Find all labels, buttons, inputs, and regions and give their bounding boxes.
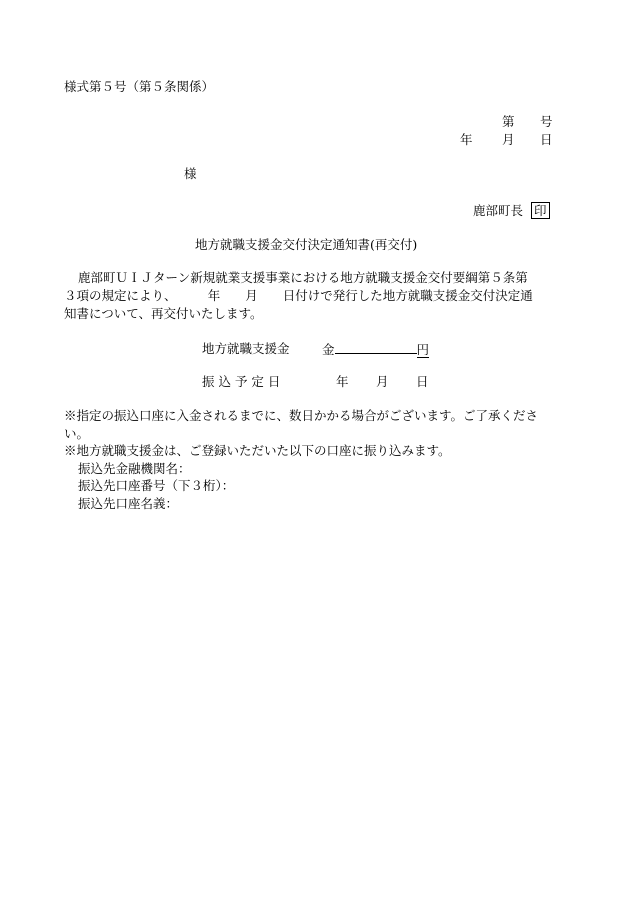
seal-mark: 印 xyxy=(531,202,550,219)
amount-field xyxy=(322,341,429,358)
addressee-suffix: 様 xyxy=(184,166,197,181)
doc-number-dai: 第 xyxy=(502,114,515,129)
account-holder-field: 振込先口座名義： xyxy=(78,496,179,511)
account-number-field: 振込先口座番号（下３桁）： xyxy=(78,478,235,493)
doc-number-go: 号 xyxy=(540,114,553,129)
date-month: 月 xyxy=(502,132,515,147)
note-2: ※地方就職支援金は、ご登録いただいた以下の口座に振り込みます。 xyxy=(64,443,451,458)
issuer-title: 鹿部町長 xyxy=(473,203,524,218)
amount-prefix: 金 xyxy=(322,342,335,357)
body-line-3: 知書について、再交付いたします。 xyxy=(64,306,263,321)
transfer-date-day: 日 xyxy=(416,374,429,389)
amount-blank xyxy=(335,341,417,354)
note-1-line-1: ※指定の振込口座に入金されるまでに、数日かかる場合がございます。ご了承くださ xyxy=(64,408,539,423)
body-line-1: 鹿部町ＵＩＪターン新規就業支援事業における地方就職支援金交付要綱第５条第 xyxy=(78,270,528,285)
transfer-date-year: 年 xyxy=(336,374,349,389)
note-1-line-2: い。 xyxy=(64,426,90,441)
date-day: 日 xyxy=(540,132,553,147)
body-line-2: ３項の規定により、 年 月 日付けで発行した地方就職支援金交付決定通 xyxy=(64,288,533,303)
amount-label: 地方就職支援金 xyxy=(202,341,290,356)
date-year: 年 xyxy=(460,132,473,147)
issuer-block xyxy=(473,202,550,219)
transfer-date-label: 振 込 予 定 日 xyxy=(202,374,281,389)
transfer-date-month: 月 xyxy=(376,374,389,389)
form-number: 様式第５号（第５条関係） xyxy=(64,79,215,94)
bank-name-field: 振込先金融機関名： xyxy=(78,461,191,476)
document-title: 地方就職支援金交付決定通知書(再交付) xyxy=(195,237,418,252)
amount-unit: 円 xyxy=(416,342,430,357)
